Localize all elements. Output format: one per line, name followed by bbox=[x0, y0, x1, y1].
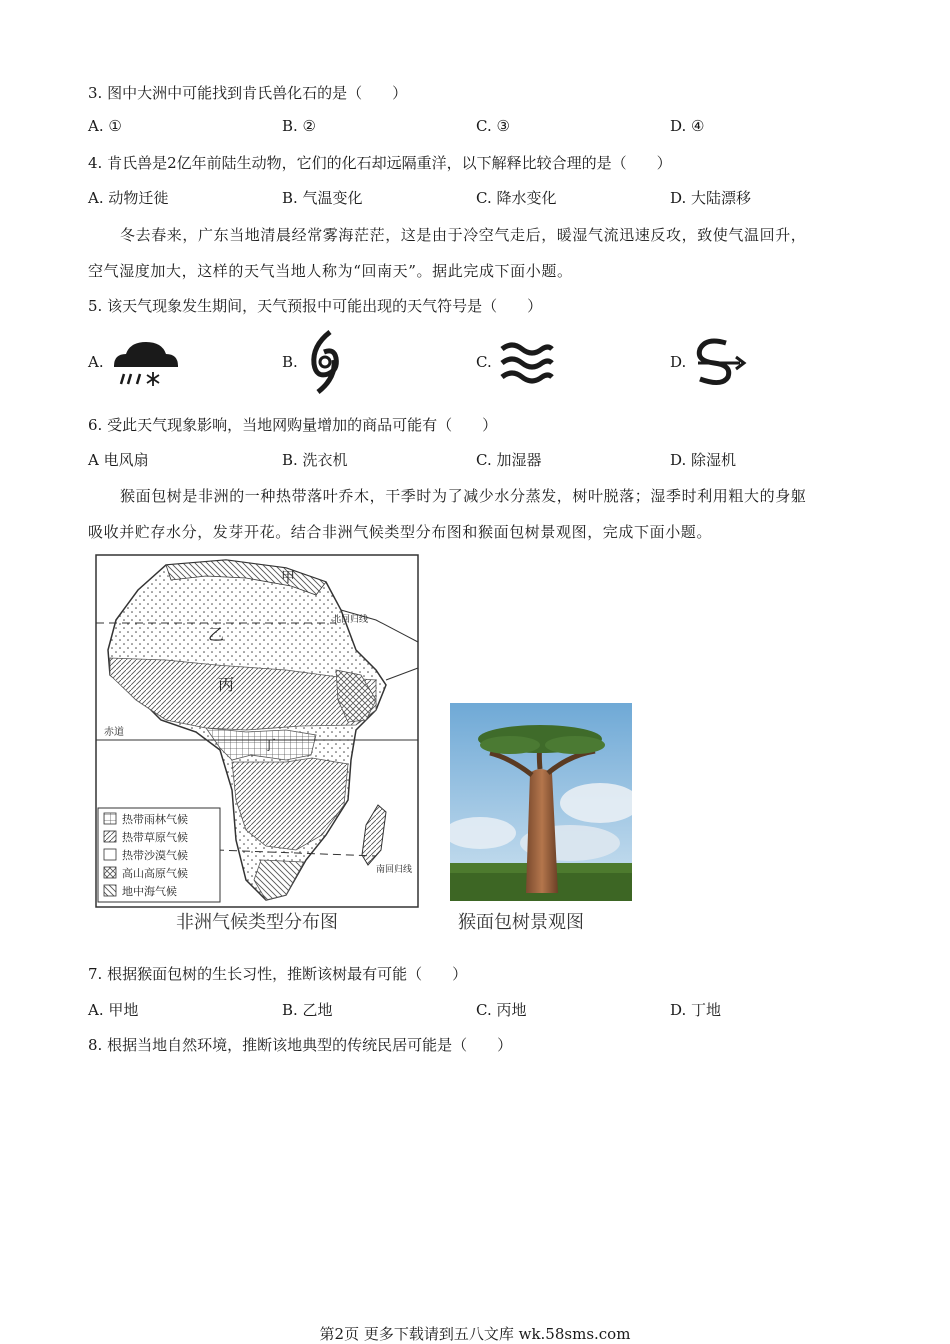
sandstorm-icon bbox=[692, 337, 748, 387]
legend-desert: 热带沙漠气候 bbox=[122, 849, 188, 862]
map-label-yi: 乙 bbox=[208, 625, 225, 644]
q5-option-a-label: A. bbox=[88, 353, 104, 371]
africa-climate-map bbox=[86, 550, 432, 912]
map-caption: 非洲气候类型分布图 bbox=[176, 912, 338, 933]
q7-option-a[interactable]: A. 甲地 bbox=[88, 1001, 139, 1019]
page-footer: 第2页 更多下载请到五八文库 wk.58sms.com bbox=[319, 1325, 631, 1343]
photo-caption: 猴面包树景观图 bbox=[458, 912, 584, 933]
question-7-stem: 7. 根据猴面包树的生长习性，推断该树最有可能（ ） bbox=[88, 965, 468, 983]
legend-rainforest: 热带雨林气候 bbox=[122, 813, 188, 826]
question-8-stem: 8. 根据当地自然环境，推断该地典型的传统民居可能是（ ） bbox=[88, 1036, 513, 1054]
q5-option-c[interactable] bbox=[476, 326, 554, 398]
question-3-stem: 3. 图中大洲中可能找到肯氏兽化石的是（ ） bbox=[88, 84, 408, 102]
question-5-stem: 5. 该天气现象发生期间，天气预报中可能出现的天气符号是（ ） bbox=[88, 297, 543, 315]
tropic-south-label: 南回归线 bbox=[376, 865, 413, 875]
map-label-bing: 丙 bbox=[218, 675, 235, 694]
q4-option-c[interactable]: C. 降水变化 bbox=[476, 189, 557, 207]
weather-symbol-options bbox=[0, 326, 950, 398]
passage-1-line-1: 冬去春来，广东当地清晨经常雾海茫茫，这是由于冷空气走后，暖湿气流迅速反攻，致使气温回升， bbox=[120, 226, 807, 244]
question-4-stem: 4. 肯氏兽是2亿年前陆生动物，它们的化石却远隔重洋，以下解释比较合理的是（ ） bbox=[88, 154, 672, 172]
q5-option-a[interactable] bbox=[88, 326, 182, 398]
baobab-photo bbox=[450, 703, 632, 901]
q7-option-b[interactable]: B. 乙地 bbox=[282, 1001, 333, 1019]
equator-label: 赤道 bbox=[104, 727, 124, 738]
q5-option-c-label: C. bbox=[476, 353, 492, 371]
rain-snow-cloud-icon bbox=[110, 332, 182, 392]
q5-option-d[interactable] bbox=[670, 326, 748, 398]
passage-1-line-2: 空气湿度加大，这样的天气当地人称为“回南天”。据此完成下面小题。 bbox=[88, 262, 573, 280]
q5-option-b-label: B. bbox=[282, 353, 298, 371]
q4-option-a[interactable]: A. 动物迁徙 bbox=[88, 189, 169, 207]
q3-option-c[interactable]: C. ③ bbox=[476, 117, 510, 135]
q7-option-c[interactable]: C. 丙地 bbox=[476, 1001, 527, 1019]
map-label-jia: 甲 bbox=[281, 570, 295, 586]
q3-option-a[interactable]: A. ① bbox=[88, 117, 122, 135]
legend-highland: 高山高原气候 bbox=[122, 867, 188, 880]
q3-option-d[interactable]: D. ④ bbox=[670, 117, 705, 135]
legend-mediterranean: 地中海气候 bbox=[122, 885, 177, 898]
q6-option-b[interactable]: B. 洗衣机 bbox=[282, 451, 348, 469]
q5-option-d-label: D. bbox=[670, 353, 687, 371]
q6-option-a[interactable]: A 电风扇 bbox=[88, 451, 149, 469]
fog-icon bbox=[498, 337, 554, 387]
map-legend bbox=[98, 808, 220, 902]
typhoon-icon bbox=[304, 330, 344, 394]
q5-option-b[interactable] bbox=[282, 326, 344, 398]
tropic-north-label: 北回归线 bbox=[332, 615, 369, 625]
passage-2-line-2: 吸收并贮存水分，发芽开花。结合非洲气候类型分布图和猴面包树景观图，完成下面小题。 bbox=[88, 523, 713, 541]
q6-option-d[interactable]: D. 除湿机 bbox=[670, 451, 737, 469]
q4-option-d[interactable]: D. 大陆漂移 bbox=[670, 189, 752, 207]
question-6-stem: 6. 受此天气现象影响，当地网购量增加的商品可能有（ ） bbox=[88, 416, 498, 434]
q7-option-d[interactable]: D. 丁地 bbox=[670, 1001, 722, 1019]
q4-option-b[interactable]: B. 气温变化 bbox=[282, 189, 363, 207]
passage-2-line-1: 猴面包树是非洲的一种热带落叶乔木，干季时为了减少水分蒸发，树叶脱落；湿季时利用粗大的身躯 bbox=[120, 487, 807, 505]
map-label-ding: 丁 bbox=[262, 738, 276, 754]
q6-option-c[interactable]: C. 加湿器 bbox=[476, 451, 542, 469]
q3-option-b[interactable]: B. ② bbox=[282, 117, 317, 135]
legend-savanna: 热带草原气候 bbox=[122, 831, 188, 844]
